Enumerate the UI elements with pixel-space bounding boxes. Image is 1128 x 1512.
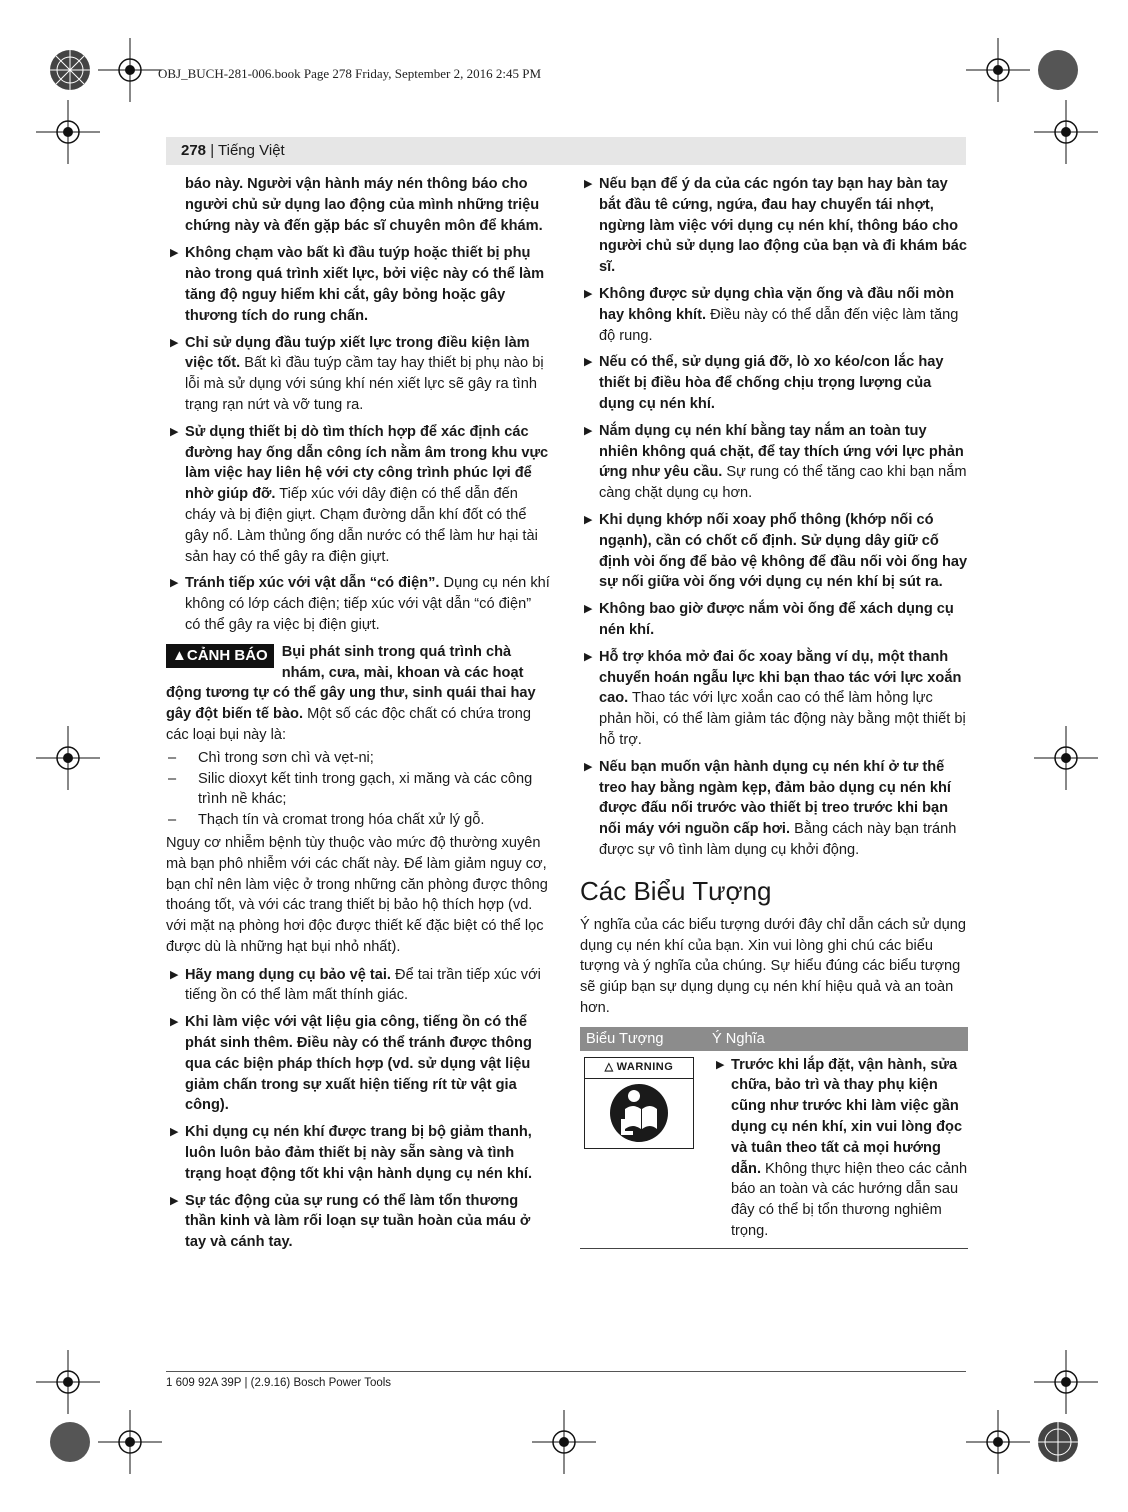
warning-text: Một số các độc chất có chứa trong các loại bụi này là: [166,706,532,743]
list-item: ▶ Nắm dụng cụ nén khí bằng tay nắm an toàn tuy nhiên không quá chặt, để tay thích ứng với lực phản ứng như yêu cầu. Sự rung có thể tăng cao khi bạn nắm càng chặt dụng cụ hơn. [584,422,967,502]
intro-paragraph: báo này. Người vận hành máy nén thông báo cho người chủ sử dụng lao động của mình những triệu chứng này và đến gặp bác sĩ chuyên môn để khám. [185,176,543,234]
warning-badge: ▲CẢNH BÁO [166,644,274,668]
page-header-bar [166,137,966,165]
bullet-triangle-icon: ▶ [584,650,593,663]
print-slug: OBJ_BUCH-281-006.book Page 278 Friday, September 2, 2016 2:45 PM [158,66,542,81]
symbol-cell [580,1055,712,1242]
list-item: ▶ Không được sử dụng chìa vặn ống và đầu nối mòn hay không khít. Điều này có thể dẫn đến việc làm tăng độ rung. [584,285,959,344]
warning-triangle-icon: ▲ [172,646,187,664]
page-number: 278 [181,142,207,159]
column-header-meaning: Ý Nghĩa [712,1030,765,1047]
bullet-triangle-icon: ▶ [170,577,179,590]
crosshair-mark-bottom-right [966,1410,1030,1474]
bullet-list-b [166,965,550,1253]
list-item: ▶ Hãy mang dụng cụ bảo vệ tai. Để tai trần tiếp xúc với tiếng ồn có thể làm mất thính giác. [170,966,541,1004]
section-intro: Ý nghĩa của các biểu tượng dưới đây chỉ dẫn cách sử dụng dụng cụ nén khí của bạn. Xin vui lòng ghi chú các biểu tượng và ý nghĩa của chúng. Sự hiểu đúng các biểu tượng sẽ giúp bạn sự dụng dụng cụ nén khí hiệu quả và an toàn hơn. [580,916,966,1016]
crosshair-mark-bottom-center [532,1410,596,1474]
meaning-cell: ▶ Trước khi lắp đặt, vận hành, sửa chữa, bảo trì và thay phụ kiện cũng như trước khi làm việc gần dụng cụ nén khí, xin vui lòng đọc và tuân theo tất cả mọi hướng dẫn. Không thực hiện theo các cảnh báo an toàn và các hướng dẫn sau đây có thể bị tổn thương nghiêm trọng. [716,1056,968,1240]
bullet-list-a [166,243,550,635]
right-column [580,174,968,1249]
left-column [166,174,550,1259]
registration-mark-bottom-left [40,1412,100,1472]
footer-rule [166,1371,966,1372]
list-item: ▶ Hỗ trợ khóa mở đai ốc xoay bằng ví dụ, một thanh chuyển hoán ngẫu lực khi bạn thao tác với lực xoắn cao. Thao tác với lực xoắn cao có thể làm hỏng lực phản hồi, có thể làm giảm tác động này bằng một thiết bị hỗ trợ. [584,648,966,748]
list-item: – Thạch tín và cromat trong hóa chất xử lý gỗ. [168,812,485,829]
page-footer: 1 609 92A 39P | (2.9.16) Bosch Power Tools [166,1377,392,1389]
list-item: ▶ Nếu có thể, sử dụng giá đỡ, lò xo kéo/con lắc hay thiết bị điều hòa để chống chịu trọng lượng của dụng cụ nén khí. [584,354,944,412]
warning-block [166,642,550,958]
bullet-triangle-icon: ▶ [170,247,179,260]
bullet-triangle-icon: ▶ [170,425,179,438]
column-header-symbol: Biểu Tượng [586,1030,664,1047]
registration-mark-top-right [1028,40,1088,100]
bullet-triangle-icon: ▶ [584,424,593,437]
crosshair-mark-top-right [966,38,1030,102]
list-item: – Chì trong sơn chì và vẹt-ni; [168,749,374,766]
list-item: ▶ Khi dụng khớp nối xoay phổ thông (khớp nối có ngạnh), cần có chốt cố định. Sử dụng dây giữ cố định vòi ống để bảo vệ không để đầu nối vòi ống hay sự nối giữa vòi ống với dụng cụ nén khí bị sút ra. [584,511,968,591]
list-item: ▶ Nếu bạn muốn vận hành dụng cụ nén khí ở tư thế treo hay bằng ngàm kẹp, đảm bảo dụng cụ nén khí được đấu nối trước vào thiết bị treo trước khi bạn nối máy với nguồn cấp hơi. Bằng cách này bạn tránh được sự vô tình làm dụng cụ khởi động. [584,758,957,858]
warning-triangle-icon: △ [604,1061,614,1074]
header-language: Tiếng Việt [218,142,285,159]
bullet-triangle-icon: ▶ [170,1016,179,1029]
list-item: ▶ Tránh tiếp xúc với vật dẫn “có điện”. Dụng cụ nén khí không có lớp cách điện; tiếp xúc với vật dẫn “có điện” có thể gây ra việc bị điện giựt. [170,575,550,633]
registration-mark-top-left [40,40,100,100]
bullet-triangle-icon: ▶ [584,287,593,300]
list-item: ▶ Nếu bạn để ý da của các ngón tay bạn hay bàn tay bắt đầu tê cứng, ngứa, đau hay chuyển tái nhợt, ngừng làm việc với dụng cụ nén khí, thông báo cho người chủ sử dụng lao động của bạn và đi khám bác sĩ. [584,176,968,276]
symbol-table-header [580,1027,968,1051]
crosshair-mark-right-bottom [1034,1350,1098,1414]
bullet-triangle-icon: ▶ [584,603,593,616]
list-item: ▶ Khi làm việc với vật liệu gia công, tiếng ồn có thể phát sinh thêm. Điều này có thể tránh được thông qua các biện pháp thích hợp (vd. sử dụng vật liệu giảm chấn trong sự xuất hiện tiếng rít từ vật gia công). [170,1014,532,1114]
crosshair-mark-top [98,38,162,102]
section-title: Các Biểu Tượng [580,875,772,906]
bullet-triangle-icon: ▶ [584,513,593,526]
page-header [181,142,285,159]
crosshair-mark-left-top [36,100,100,164]
bullet-triangle-icon: ▶ [170,1126,179,1139]
registration-mark-bottom-right [1028,1412,1088,1472]
list-item: – Silic dioxyt kết tinh trong gạch, xi măng và các công trình nề khác; [168,770,533,808]
bullet-triangle-icon: ▶ [584,760,593,773]
bullet-triangle-icon: ▶ [716,1058,725,1071]
symbol-table [580,1027,968,1249]
crosshair-mark-right-top [1034,100,1098,164]
table-row [580,1051,968,1248]
read-manual-icon [585,1079,693,1147]
bullet-triangle-icon: ▶ [170,1194,179,1207]
bullet-triangle-icon: ▶ [170,968,179,981]
bullet-triangle-icon: ▶ [584,356,593,369]
header-separator: | [206,142,218,159]
list-item: ▶ Không chạm vào bất kì đầu tuýp hoặc thiết bị phụ nào trong quá trình xiết lực, bởi việc này có thể làm tăng độ nguy hiểm khi cắt, gây bỏng hoặc gây thương tích do rung chấn. [170,245,545,324]
warning-text-bold: Bụi phát sinh trong quá trình chà nhám, cưa, mài, khoan và các hoạt động tương tự có thể gây ung thư, sinh quái thai hay gây đột biến tế bào. [166,643,536,723]
crosshair-mark-left-bottom [36,1350,100,1414]
crosshair-mark-bottom-left [98,1410,162,1474]
bullet-triangle-icon: ▶ [584,178,593,190]
list-item: ▶ Sử dụng thiết bị dò tìm thích hợp để xác định các đường hay ống dẫn công ích nằm âm trong khu vực làm việc hay liên hệ với cty công trình phúc lợi để nhờ giúp đỡ. Tiếp xúc với dây điện có thể dẫn đến cháy và bị điện giựt. Chạm đường dẫn khí đốt có thể gây nổ. Làm thủng ống dẫn nước có thể làm hư hại tài sản hay có thể gây ra điện giựt. [170,423,549,565]
list-item: ▶ Sự tác động của sự rung có thể làm tổn thương thần kinh và làm rối loạn sự tuần hoàn của máu ở tay và cánh tay. [170,1192,531,1251]
list-item: ▶ Không bao giờ được nắm vòi ống để xách dụng cụ nén khí. [584,601,954,638]
list-item: ▶ Chỉ sử dụng đầu tuýp xiết lực trong điều kiện làm việc tốt. Bất kì đầu tuýp cầm tay hay thiết bị phụ nào bị lỗi mà sử dụng với súng khí nén xiết lực sẽ gây ra tình trạng rạn nứt và vỡ tung ra. [170,334,544,413]
bullet-list-right [580,174,968,861]
warning-label: △ WARNING [585,1058,693,1079]
warning-symbol [584,1057,694,1149]
risk-paragraph: Nguy cơ nhiễm bệnh tùy thuộc vào mức độ thường xuyên mà bạn phô nhiễm với các chất này. Để làm giảm nguy cơ, bạn chỉ nên làm việc ở trong những căn phòng được thông thoáng tốt, và với các trang thiết bị bảo hộ thích hợp (vd. với mặt nạ phòng hơi độc được thiết kế đặc biệt có thể lọc được dù là những hạt bụi nhỏ nhất). [166,834,548,955]
list-item: ▶ Khi dụng cụ nén khí được trang bị bộ giảm thanh, luôn luôn bảo đảm thiết bị này sẵn sàng và tình trạng hoạt động tốt khi vận hành dụng cụ nén khí. [170,1124,532,1182]
bullet-triangle-icon: ▶ [170,336,179,349]
crosshair-mark-left-middle [36,726,100,790]
crosshair-mark-right-middle [1034,726,1098,790]
